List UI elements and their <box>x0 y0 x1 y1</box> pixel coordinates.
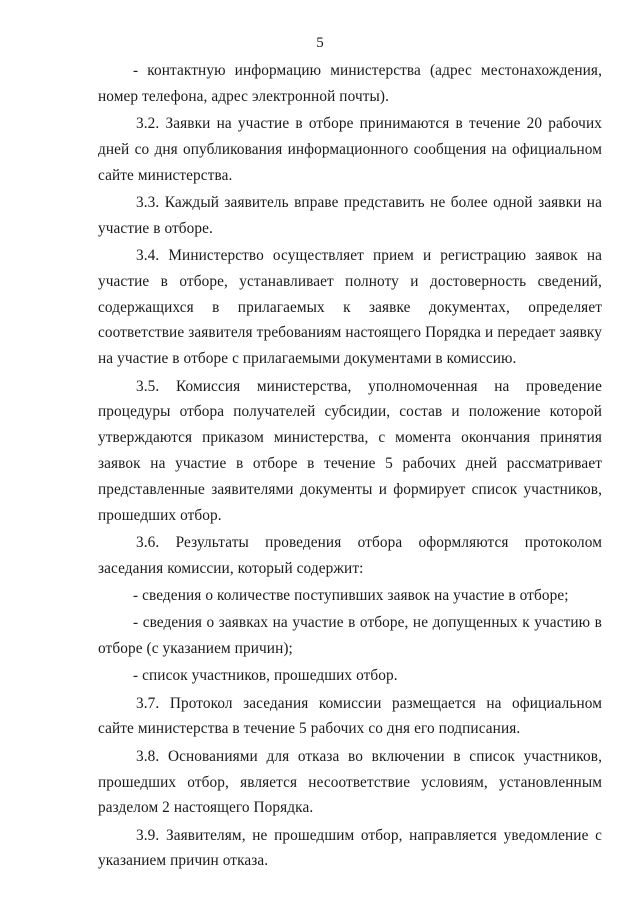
paragraph-3-2: 3.2. Заявки на участие в отборе принимаются в течение 20 рабочих дней со дня опубликования информационного сообщения на официальном сайте министерства. <box>98 115 602 184</box>
list-item-applications-count: - сведения о количестве поступивших заявок на участие в отборе; <box>133 586 569 604</box>
paragraph-3-6: 3.6. Результаты проведения отбора оформляются протоколом заседания комиссии, который содержит: <box>98 533 602 577</box>
page-number: 5 <box>316 35 324 51</box>
paragraph-3-8: 3.8. Основаниями для отказа во включении в список участников, прошедших отбор, является несоответствие условиям, установленным разделом 2 настоящего Порядка. <box>98 747 602 817</box>
list-item-participants: - список участников, прошедших отбор. <box>133 667 398 685</box>
paragraph-3-4: 3.4. Министерство осуществляет прием и регистрацию заявок на участие в отборе, устанавливает полноту и достоверность сведений, содержащихся в прилагаемых к заявке документах, определяет соответствие заявителя требованиям настоящего Порядка и передает заявку на участие в отборе с прилагаемыми документами в комиссию. <box>98 247 602 368</box>
document-body <box>98 58 602 876</box>
paragraph-contact-info: - контактную информацию министерства (адрес местонахождения, номер телефона, адрес электронной почты). <box>98 62 602 105</box>
paragraph-3-9: 3.9. Заявителям, не прошедшим отбор, направляется уведомление с указанием причин отказа. <box>98 826 602 870</box>
list-item-rejected-applications: - сведения о заявках на участие в отборе, не допущенных к участию в отборе (с указанием причин); <box>98 614 602 658</box>
paragraph-3-3: 3.3. Каждый заявитель вправе представить не более одной заявки на участие в отборе. <box>98 193 602 237</box>
paragraph-3-5: 3.5. Комиссия министерства, уполномоченная на проведение процедуры отбора получателей субсидии, состав и положение которой утверждаются приказом министерства, с момента окончания принятия заявок на участие в отборе в течение 5 рабочих дней рассматривает представленные заявителями документы и формирует список участников, прошедших отбор. <box>98 377 602 524</box>
paragraph-3-7: 3.7. Протокол заседания комиссии размещается на официальном сайте министерства в течение 5 рабочих со дня его подписания. <box>98 694 602 738</box>
